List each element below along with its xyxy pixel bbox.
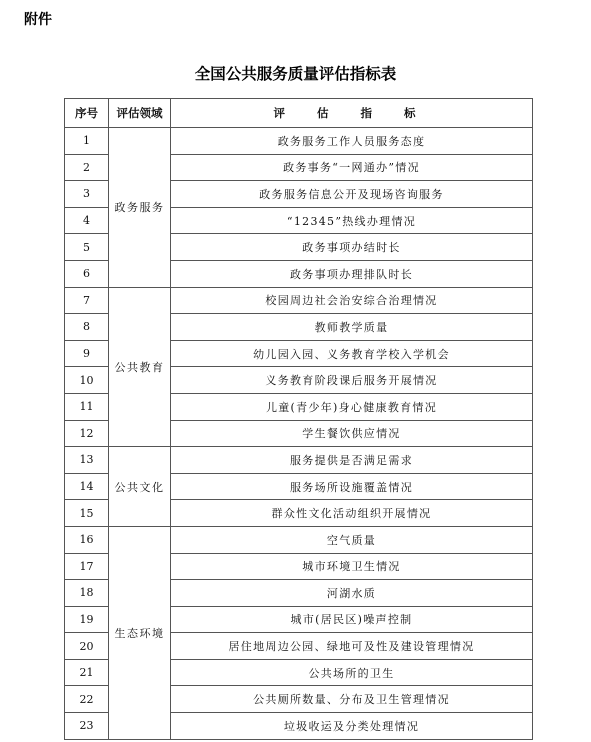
indicator-cell: 服务提供是否满足需求: [171, 447, 533, 474]
serial-number-cell: 21: [65, 659, 109, 686]
indicator-cell: 儿童(青少年)身心健康教育情况: [171, 393, 533, 420]
table-row: [65, 128, 533, 155]
serial-number-cell: 17: [65, 553, 109, 580]
indicator-cell: 群众性文化活动组织开展情况: [171, 500, 533, 527]
indicator-cell: “12345”热线办理情况: [171, 207, 533, 234]
serial-number-cell: 1: [65, 128, 109, 155]
serial-number-cell: 20: [65, 633, 109, 660]
indicator-cell: 服务场所设施覆盖情况: [171, 473, 533, 500]
header-serial-number: 序号: [65, 99, 109, 128]
domain-cell: 公共教育: [109, 287, 171, 447]
table-row: [65, 447, 533, 474]
serial-number-cell: 2: [65, 154, 109, 181]
serial-number-cell: 7: [65, 287, 109, 314]
domain-cell: 政务服务: [109, 128, 171, 288]
header-row: [65, 99, 533, 128]
indicator-cell: 幼儿园入园、义务教育学校入学机会: [171, 340, 533, 367]
indicator-cell: 义务教育阶段课后服务开展情况: [171, 367, 533, 394]
indicator-cell: 河湖水质: [171, 580, 533, 607]
serial-number-cell: 4: [65, 207, 109, 234]
serial-number-cell: 23: [65, 713, 109, 740]
serial-number-cell: 14: [65, 473, 109, 500]
indicator-cell: 居住地周边公园、绿地可及性及建设管理情况: [171, 633, 533, 660]
domain-cell: 公共文化: [109, 447, 171, 527]
indicator-cell: 政务事务“一网通办”情况: [171, 154, 533, 181]
indicator-cell: 校园周边社会治安综合治理情况: [171, 287, 533, 314]
serial-number-cell: 9: [65, 340, 109, 367]
serial-number-cell: 16: [65, 526, 109, 553]
indicator-cell: 政务事项办理排队时长: [171, 260, 533, 287]
serial-number-cell: 11: [65, 393, 109, 420]
serial-number-cell: 8: [65, 314, 109, 341]
indicator-cell: 政务事项办结时长: [171, 234, 533, 261]
serial-number-cell: 12: [65, 420, 109, 447]
table-row: [65, 287, 533, 314]
indicator-cell: 政务服务信息公开及现场咨询服务: [171, 181, 533, 208]
indicator-cell: 城市(居民区)噪声控制: [171, 606, 533, 633]
indicator-cell: 政务服务工作人员服务态度: [171, 128, 533, 155]
attachment-label: 附件: [24, 12, 52, 28]
indicator-table: [64, 98, 533, 740]
serial-number-cell: 15: [65, 500, 109, 527]
serial-number-cell: 6: [65, 260, 109, 287]
indicator-cell: 教师教学质量: [171, 314, 533, 341]
indicator-cell: 城市环境卫生情况: [171, 553, 533, 580]
header-domain: 评估领域: [109, 99, 171, 128]
table-row: [65, 526, 533, 553]
serial-number-cell: 5: [65, 234, 109, 261]
indicator-cell: 公共厕所数量、分布及卫生管理情况: [171, 686, 533, 713]
indicator-cell: 学生餐饮供应情况: [171, 420, 533, 447]
serial-number-cell: 13: [65, 447, 109, 474]
serial-number-cell: 22: [65, 686, 109, 713]
serial-number-cell: 18: [65, 580, 109, 607]
serial-number-cell: 10: [65, 367, 109, 394]
indicator-cell: 公共场所的卫生: [171, 659, 533, 686]
serial-number-cell: 3: [65, 181, 109, 208]
domain-cell: 生态环境: [109, 526, 171, 739]
table-body: [65, 128, 533, 740]
document-title: 全国公共服务质量评估指标表: [194, 65, 397, 83]
header-indicator: 评 估 指 标: [171, 99, 533, 128]
indicator-cell: 垃圾收运及分类处理情况: [171, 713, 533, 740]
indicator-cell: 空气质量: [171, 526, 533, 553]
table-header: [65, 99, 533, 128]
serial-number-cell: 19: [65, 606, 109, 633]
